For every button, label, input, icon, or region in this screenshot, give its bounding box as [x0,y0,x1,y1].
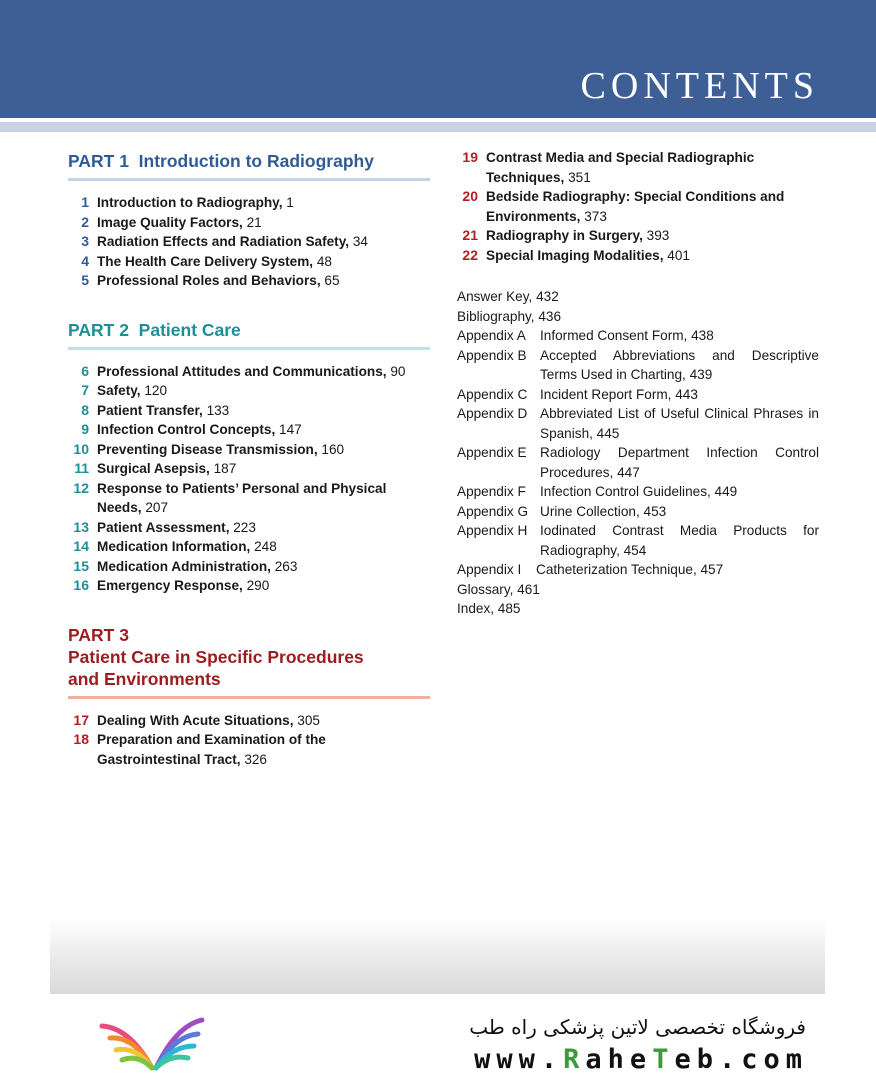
url-letter-r: R [563,1044,586,1075]
appendix-title: Radiology Department Infection Control Procedures, 447 [540,445,819,480]
part-3-heading [68,624,430,699]
chapter-title: Preparation and Examination of the Gastrointestinal Tract, [97,732,326,767]
chapter-page: 160 [321,441,345,457]
chapter-title: Special Imaging Modalities, [486,247,664,263]
appendix-entry[interactable] [457,443,819,482]
open-book-logo-icon [90,1008,220,1078]
chapter-number: 18 [73,731,89,747]
part-2-chapter-list [68,362,430,596]
header-band [0,122,876,132]
chapter-entry[interactable] [68,193,430,213]
chapter-entry[interactable] [68,440,430,460]
appendix-entry[interactable] [457,521,819,560]
chapter-page: 263 [274,558,298,574]
index-entry[interactable]: Index, 485 [457,601,521,616]
chapter-number: 16 [73,577,89,593]
appendix-title: Iodinated Contrast Media Products for Radiography, 454 [540,523,819,558]
chapter-entry[interactable] [457,187,819,226]
chapter-number: 2 [81,213,89,230]
part-label: PART 3 [68,624,129,645]
left-column [68,148,430,769]
appendix-title: Infection Control Guidelines, 449 [540,484,738,499]
chapter-title: Bedside Radiography: Special Conditions and Environments, [486,189,785,224]
chapter-title: Radiation Effects and Radiation Safety, [97,234,350,249]
chapter-page: 290 [246,578,270,593]
chapter-entry[interactable] [68,381,430,401]
part-title-line-2: and Environments [68,668,221,689]
part-title: Introduction to Radiography [138,151,374,171]
part-1-chapter-list [68,193,430,291]
chapter-page: 401 [667,247,690,263]
store-website-url[interactable] [474,1044,808,1075]
chapter-page: 305 [297,712,320,728]
chapter-title: Professional Roles and Behaviors, [97,273,321,288]
appendix-label: Appendix I [457,562,522,577]
chapter-number: 8 [81,401,89,418]
appendix-label: Appendix G [457,503,529,519]
chapter-number: 15 [73,557,89,574]
chapter-page: 34 [352,234,368,249]
appendix-label: Appendix B [457,347,527,363]
appendix-label: Appendix C [457,386,528,402]
chapter-title: Infection Control Concepts, [97,422,276,437]
appendix-entry[interactable] [457,385,819,405]
chapter-entry[interactable] [68,213,430,233]
part-label: PART 2 [68,319,129,340]
chapter-number: 4 [81,252,89,269]
chapter-entry[interactable] [68,362,430,382]
bibliography-entry[interactable]: Bibliography, 436 [457,308,562,324]
chapter-page: 48 [316,253,332,269]
url-suffix: eb.com [674,1044,808,1075]
chapter-number: 9 [81,421,89,437]
appendix-label: Appendix F [457,484,526,499]
appendix-title: Urine Collection, 453 [540,503,667,519]
chapter-entry[interactable] [457,148,819,187]
chapter-page: 1 [286,195,294,210]
appendix-label: Appendix A [457,328,526,343]
appendix-entry[interactable] [457,326,819,346]
chapter-entry[interactable] [68,459,430,479]
appendix-entry[interactable] [457,404,819,443]
chapter-title: Preventing Disease Transmission, [97,441,318,457]
chapter-title: Patient Assessment, [97,519,230,535]
chapter-entry[interactable] [68,537,430,557]
back-matter-list [457,287,819,619]
appendix-label: Appendix D [457,406,528,421]
chapter-entry[interactable] [68,271,430,291]
part-3-chapter-list [68,711,430,770]
answer-key-entry[interactable]: Answer Key, 432 [457,289,559,304]
chapter-entry[interactable] [68,252,430,272]
chapter-page: 147 [279,422,302,437]
chapter-entry[interactable] [68,711,430,731]
chapter-number: 7 [81,382,89,398]
chapter-title: Medication Administration, [97,558,271,574]
chapter-title: The Health Care Delivery System, [97,253,314,269]
glossary-entry[interactable]: Glossary, 461 [457,581,540,597]
chapter-page: 120 [144,383,168,398]
chapter-title: Response to Patients’ Personal and Physical Needs, [97,480,387,515]
url-prefix: www. [474,1044,564,1075]
chapter-title: Safety, [97,383,141,398]
chapter-number: 1 [81,194,89,210]
right-column [457,148,819,619]
chapter-number: 21 [462,227,478,243]
chapter-page: 393 [646,228,670,243]
page-header [0,0,876,118]
chapter-title: Surgical Asepsis, [97,461,210,476]
chapter-entry[interactable] [68,420,430,440]
appendix-entry[interactable] [457,346,819,385]
chapter-entry[interactable] [68,557,430,577]
chapter-page: 187 [213,461,237,476]
chapter-number: 20 [462,188,478,204]
appendix-title: Accepted Abbreviations and Descriptive Terms Used in Charting, 439 [540,347,819,382]
chapter-title: Emergency Response, [97,578,243,593]
contents-title: CONTENTS [580,65,819,107]
chapter-title: Introduction to Radiography, [97,195,283,210]
part-2-heading [68,319,430,350]
chapter-title: Dealing With Acute Situations, [97,712,294,728]
chapter-number: 19 [462,149,478,165]
part-title: Patient Care [138,319,241,340]
appendix-entry[interactable] [457,560,819,580]
chapter-title: Professional Attitudes and Communications, [97,363,387,379]
chapter-number: 22 [462,246,478,263]
appendix-title: Incident Report Form, 443 [540,386,698,402]
chapter-title: Radiography in Surgery, [486,228,643,243]
chapter-number: 5 [81,272,89,288]
chapter-entry[interactable] [457,246,819,266]
chapter-page: 90 [390,363,406,379]
chapter-number: 6 [81,362,89,379]
store-name-persian: فروشگاه تخصصی لاتین پزشکی راه طب [469,1015,806,1039]
chapter-number: 11 [74,460,89,476]
appendix-label: Appendix E [457,445,527,460]
chapter-entry[interactable] [68,479,430,518]
chapter-number: 14 [73,538,89,554]
appendix-entry[interactable] [457,502,819,522]
url-middle: ahe [585,1044,653,1075]
chapter-title: Image Quality Factors, [97,214,243,230]
chapter-entry[interactable] [68,576,430,596]
chapter-page: 373 [584,208,607,224]
appendix-title: Informed Consent Form, 438 [540,328,714,343]
appendix-label: Appendix H [457,523,528,538]
chapter-entry[interactable] [68,518,430,538]
chapter-title: Contrast Media and Special Radiographic Techniques, [486,150,755,185]
url-letter-t: T [652,1044,675,1075]
appendix-entry[interactable] [457,482,819,502]
part-1-heading [68,150,430,181]
chapter-page: 21 [246,214,262,230]
chapter-page: 351 [568,169,591,185]
chapter-title: Patient Transfer, [97,402,203,418]
appendix-title: Abbreviated List of Useful Clinical Phrases in Spanish, 445 [540,406,819,441]
chapter-number: 17 [73,711,89,728]
chapter-page: 223 [233,519,256,535]
chapter-number: 13 [73,518,89,535]
chapter-page: 65 [324,273,340,288]
chapter-entry[interactable] [68,730,430,769]
appendix-title: Catheterization Technique, 457 [536,562,724,577]
part-label: PART 1 [68,151,129,171]
chapter-page: 133 [206,402,230,418]
chapter-page: 207 [145,500,169,515]
chapter-number: 3 [81,233,89,249]
chapter-entry[interactable] [457,226,819,246]
chapter-entry[interactable] [68,232,430,252]
chapter-number: 12 [73,479,89,496]
part-title-line-1: Patient Care in Specific Procedures [68,646,364,667]
chapter-page: 248 [254,539,277,554]
chapter-entry[interactable] [68,401,430,421]
chapter-number: 10 [73,440,89,457]
chapter-page: 326 [244,751,267,767]
page-bottom-shadow [50,918,825,994]
part-3-chapter-list-continued [457,148,819,265]
chapter-title: Medication Information, [97,539,251,554]
